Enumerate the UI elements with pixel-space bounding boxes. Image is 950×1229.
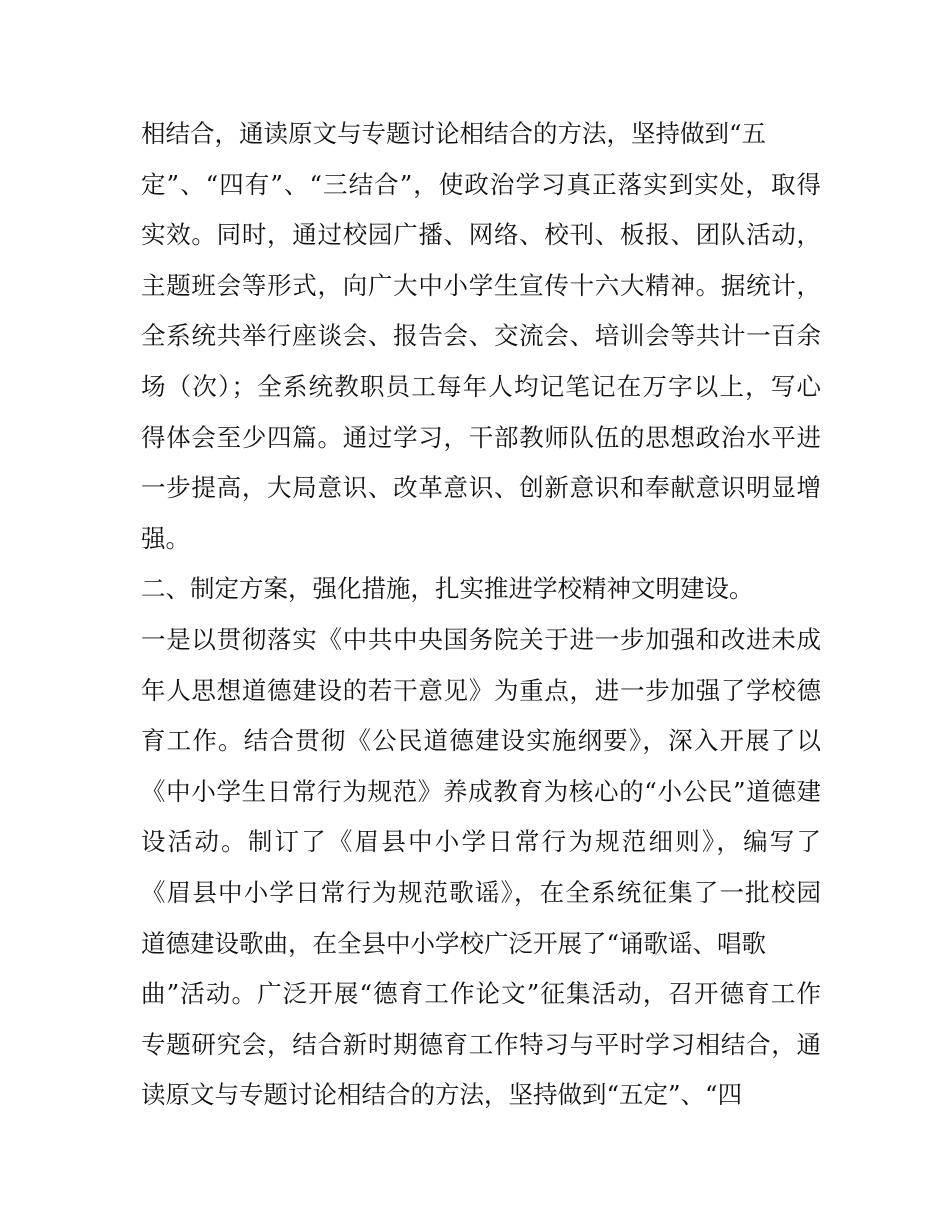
text-line: 设活动。制订了《眉县中小学日常行为规范细则》，编写了 <box>141 827 821 857</box>
text-line: 《中小学生日常行为规范》养成教育为核心的“小公民”道德建 <box>141 776 821 806</box>
text-line: 年人思想道德建设的若干意见》为重点，进一步加强了学校德 <box>141 675 821 705</box>
text-line: 《眉县中小学日常行为规范歌谣》，在全系统征集了一批校园 <box>141 877 821 907</box>
text-line: 强。 <box>141 523 190 553</box>
text-line: 读原文与专题讨论相结合的方法，坚持做到“五定”、“四 <box>141 1080 743 1110</box>
text-line: 得体会至少四篇。通过学习，干部教师队伍的思想政治水平进 <box>141 422 821 452</box>
text-line: 全系统共举行座谈会、报告会、交流会、培训会等共计一百余 <box>141 321 821 351</box>
text-line: 相结合，通读原文与专题讨论相结合的方法，坚持做到“五 <box>141 119 767 148</box>
text-line: 主题班会等形式，向广大中小学生宣传十六大精神。据统计， <box>141 270 821 300</box>
text-line: 曲”活动。广泛开展“德育工作论文”征集活动，召开德育工作 <box>141 979 821 1009</box>
text-line: 道德建设歌曲，在全县中小学校广泛开展了“诵歌谣、唱歌 <box>141 928 767 958</box>
text-line: 一步提高，大局意识、改革意识、创新意识和奉献意识明显增 <box>141 473 821 503</box>
text-line: 实效。同时，通过校园广播、网络、校刊、板报、团队活动， <box>141 220 821 250</box>
text-line: 场（次）；全系统教职员工每年人均记笔记在万字以上，写心 <box>141 371 821 401</box>
text-line: 育工作。结合贯彻《公民道德建设实施纲要》，深入开展了以 <box>141 726 821 756</box>
text-line: 二、制定方案，强化措施，扎实推进学校精神文明建设。 <box>141 574 754 604</box>
text-line: 专题研究会，结合新时期德育工作特习与平时学习相结合，通 <box>141 1029 821 1059</box>
text-line: 一是以贯彻落实《中共中央国务院关于进一步加强和改进未成 <box>141 624 821 654</box>
document-body <box>141 109 821 1121</box>
text-line: 定”、“四有”、“三结合”，使政治学习真正落实到实处，取得 <box>141 169 821 199</box>
